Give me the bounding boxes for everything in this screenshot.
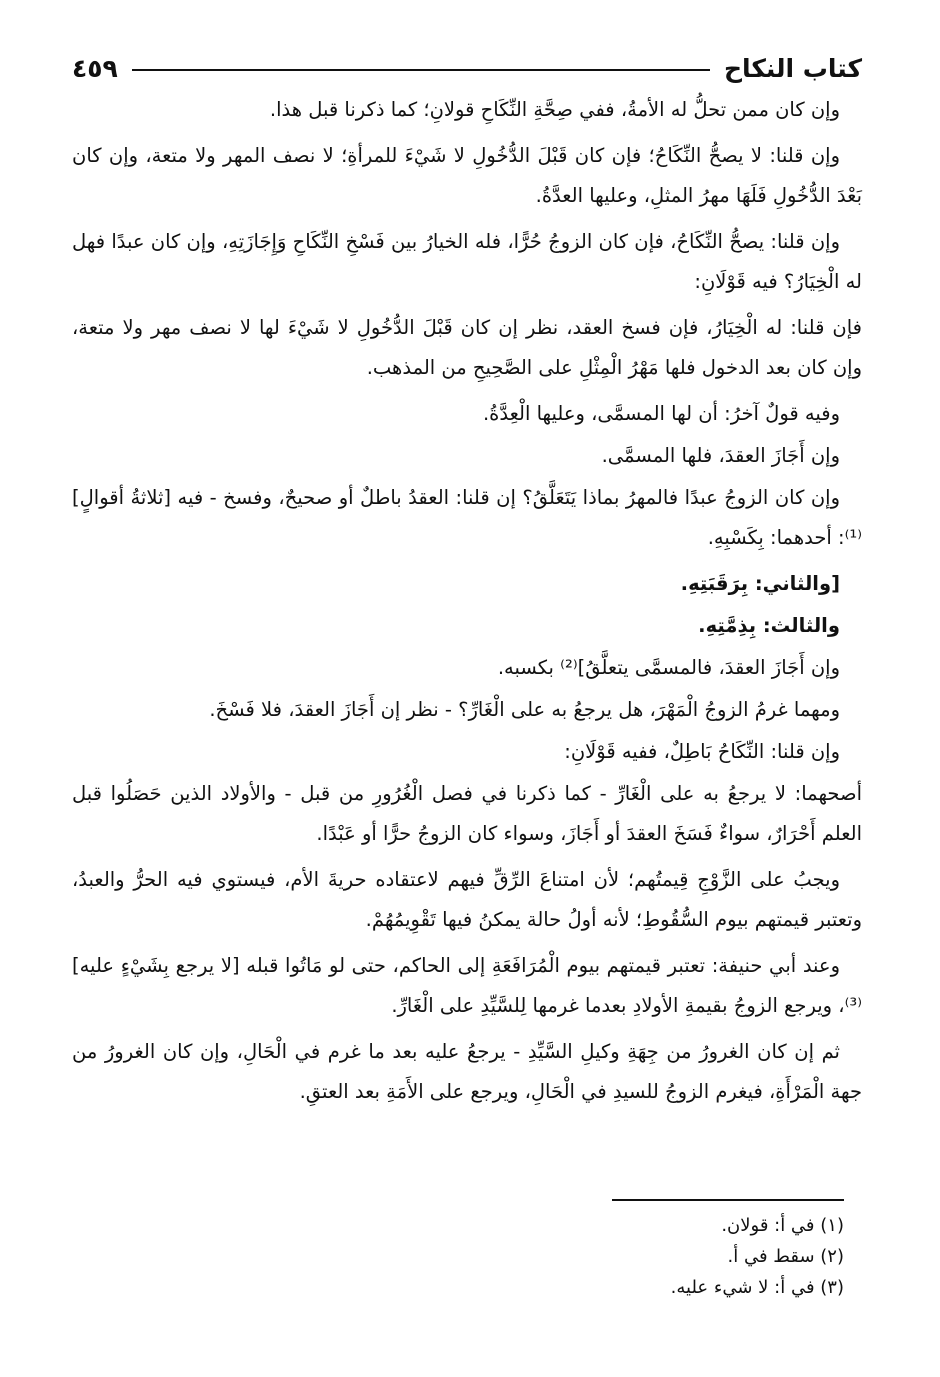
chapter-title: كتاب النكاح: [723, 53, 862, 83]
paragraph: أصحهما: لا يرجعُ به على الْغَارِّ - كما ذكرنا في فصل الْغُرُورِ من قبل - والأولاد الذين حَصَلُوا قبل العلم أَحْرَارٌ، سواءٌ فَسَخَ العقدَ أو أَجَازَ، وسواء كان الزوجُ حرًّا أو عَبْدًا.: [72, 782, 862, 845]
footnote: (٢) سقط في أ.: [727, 1246, 844, 1267]
paragraph: والثالث: بِذِمَّتِهِ.: [698, 614, 840, 637]
paragraph: [والثاني: بِرَقَبَتِهِ.: [680, 572, 840, 595]
footnotes: [72, 1210, 844, 1303]
footnote-rule: [612, 1199, 844, 1201]
paragraph: فإن قلنا: له الْخِيَارُ، فإن فسخ العقد، نظر إن كان قَبْلَ الدُّخُولِ لا شَيْءَ لها لا نصف مهر ولا متعة، وإن كان بعد الدخول فلها مَهْرُ الْمِثْلِ على الصَّحِيحِ من المذهب.: [72, 316, 862, 379]
running-header: [72, 48, 862, 88]
paragraph: وإن كان ممن تحلُّ له الأمةُ، ففي صِحَّةِ النِّكَاحِ قولانِ؛ كما ذكرنا قبل هذا.: [269, 98, 840, 121]
header-rule: [132, 69, 710, 71]
page-number: ٤٥٩: [72, 53, 118, 83]
paragraph: وإن قلنا: يصحُّ النِّكَاحُ، فإن كان الزوجُ حُرًّا، فله الخيارُ بين فَسْخِ النِّكَاحِ وَإِجَازَتِهِ، وإن كان عبدًا فهل له الْخِيَارُ؟ فيه قَوْلَانِ:: [72, 230, 862, 293]
paragraph: وإن قلنا: النِّكَاحُ بَاطِلٌ، ففيه قَوْلَانِ:: [564, 740, 840, 763]
paragraph: وإن أَجَازَ العقدَ، فالمسمَّى يتعلَّقُ]⁽²⁾ بكسبه.: [497, 656, 840, 679]
paragraph: وإن قلنا: لا يصحُّ النِّكَاحُ؛ فإن كان قَبْلَ الدُّخُولِ لا شَيْءَ للمرأةِ؛ لا نصف المهر ولا متعة، وإن كان بَعْدَ الدُّخُولِ فَلَهَا مهرُ المثلِ، وعليها العدَّةُ.: [72, 144, 862, 207]
footnote: (١) في أ: قولان.: [721, 1215, 844, 1236]
paragraph: وإن كان الزوجُ عبدًا فالمهرُ بماذا يَتَعَلَّقُ؟ إن قلنا: العقدُ باطلٌ أو صحيحٌ، وفسخ - فيه [ثلاثةُ أقوالٍ]⁽¹⁾: أحدهما: بِكَسْبِهِ.: [72, 486, 862, 549]
paragraph: وعند أبي حنيفة: تعتبر قيمتهم بيوم الْمُرَافَعَةِ إلى الحاكم، حتى لو مَاتُوا قبله [لا يرجع بِشَيْءٍ عليه]⁽³⁾، ويرجع الزوجُ بقيمةِ الأولادِ بعدما غرمها لِلسَّيِّدِ على الْغَارِّ.: [72, 954, 862, 1017]
paragraph: وإن أَجَازَ العقدَ، فلها المسمَّى.: [601, 444, 840, 467]
main-text: [72, 90, 862, 1118]
paragraph: وفيه قولٌ آخرُ: أن لها المسمَّى، وعليها الْعِدَّةُ.: [482, 402, 840, 425]
paragraph: ومهما غرمُ الزوجُ الْمَهْرَ، هل يرجعُ به على الْغَارِّ؟ - نظر إن أَجَازَ العقدَ، فلا فَسْخَ.: [209, 698, 840, 721]
footnote: (٣) في أ: لا شيء عليه.: [670, 1277, 844, 1298]
paragraph: ويجبُ على الزَّوْجِ قِيمتُهم؛ لأن امتناعَ الرِّقِّ فيهم لاعتقاده حريةَ الأم، فيستوي فيه الحرُّ والعبدُ، وتعتبر قيمتهم بيوم السُّقُوطِ؛ لأنه أولُ حالة يمكنُ فيها تَقْوِيمُهُمْ.: [72, 868, 862, 931]
paragraph: ثم إن كان الغرورُ من جِهَةِ وكيلِ السَّيِّدِ - يرجعُ عليه بعد ما غرم في الْحَالِ، وإن كان الغرورُ من جهة الْمَرْأَةِ، فيغرم الزوجُ للسيدِ في الْحَالِ، ويرجع على الأَمَةِ بعد العتقِ.: [72, 1040, 862, 1103]
